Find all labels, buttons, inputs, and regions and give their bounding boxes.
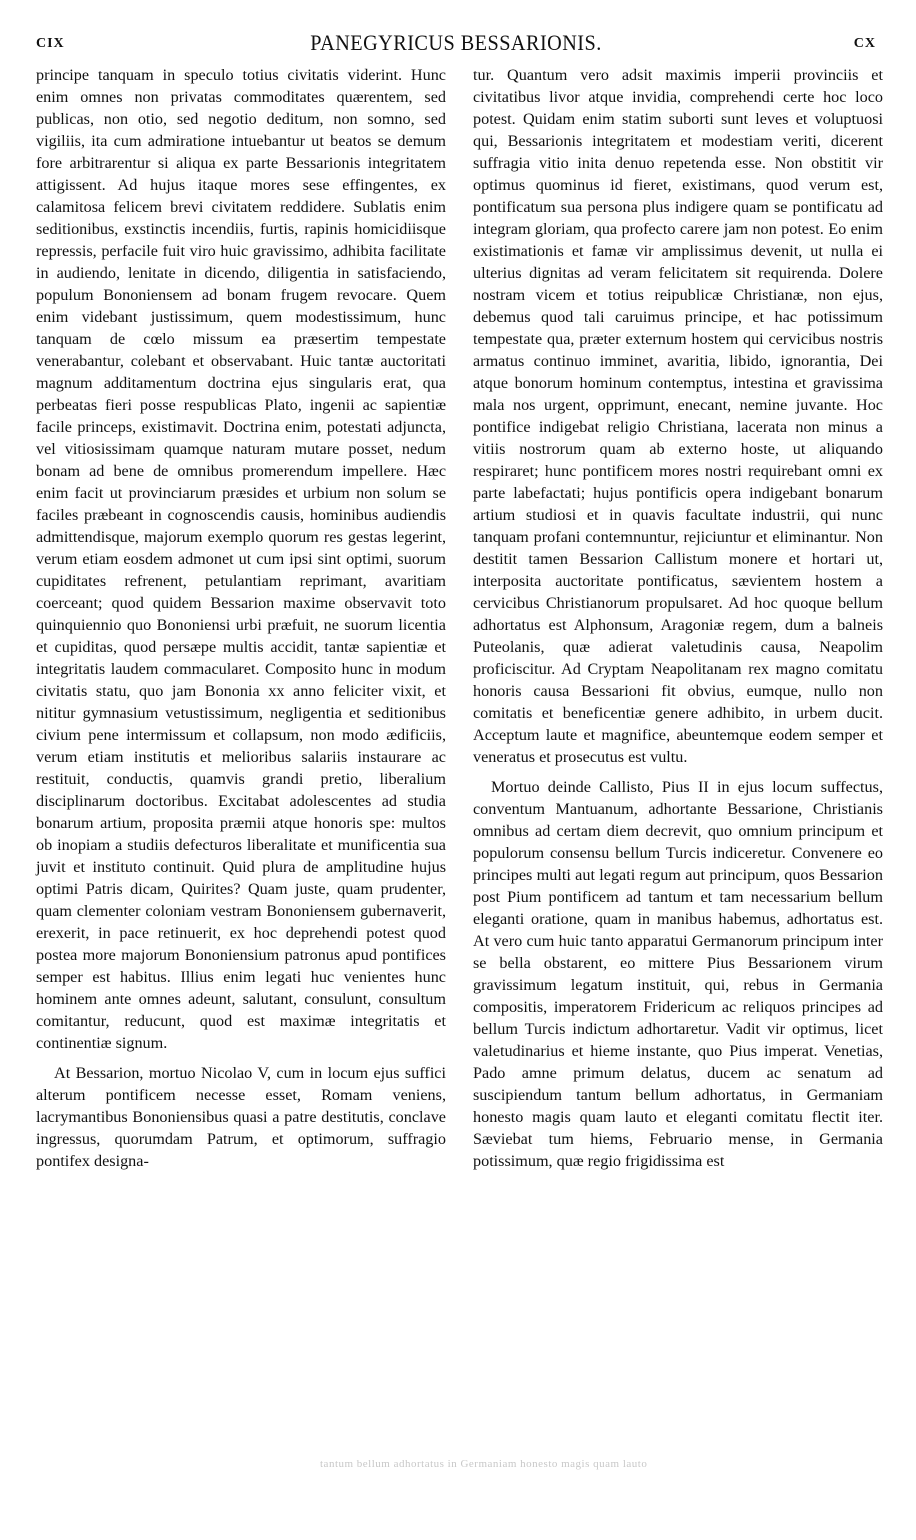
folio-right: CX [853, 36, 876, 51]
right-column [473, 64, 883, 1172]
left-column [36, 64, 446, 1172]
page-header [36, 30, 876, 58]
right-paragraph-2: Mortuo deinde Callisto, Pius II in ejus locum suffectus, conventum Mantuanum, adhortante Bessarione, Christianis omnibus ad certam diem decrevit, quo omnium principum et populorum consensu bellum Turcis indiceretur. Convenere eo principes multi aut legati regum aut principum, quos Bessarion post Pium pontificem ad tantum et tam necessarium bellum eleganti oratione, quam in manibus habemus, adhortatus est. At vero cum huic tanto apparatui Germanorum principum inter se bella obstarent, eo mittere Pius Bessarionem virum gravissimum legatum instituit, qui, rebus in Germania compositis, imperatorem Fridericum ac reliquos principes ad bellum Turcis indictum adhortaretur. Vadit vir optimus, licet valetudinarius et hieme instante, quo Pius imperat. Venetias, Pado amne primum delatus, ducem ac senatum ad suscipiendum tantum bellum adhortatus, in Germaniam honesto magis quam lauto et eleganti comitatu flectit iter. Sæviebat tum hiems, Februario mense, in Germania potissimum, quæ regio frigidissima est [473, 778, 883, 1170]
bleed-through-text: tantum bellum adhortatus in Germaniam honesto magis quam lauto [320, 1458, 648, 1470]
running-title: PANEGYRICUS BESSARIONIS. [310, 30, 602, 55]
left-paragraph-1: principe tanquam in speculo totius civitatis viderint. Hunc enim omnes non privatas commoditates quærentem, sed publicas, non otio, sed negotio deditum, non somno, sed vigiliis, ita cum admiratione intuebantur ut beatos se demum fore arbitrarentur si aliqua ex parte Bessarionis integritatem attigissent. Ad hujus itaque mores sese effingentes, ex calamitosa felicem brevi civitatem reddidere. Sublatis enim seditionibus, exstinctis incendiis, furtis, rapinis homicidiisque repressis, perfacile fuit viro huic gravissimo, adhibita facilitate in audiendo, lenitate in dicendo, diligentia in satisfaciendo, populum Bononiensem ad bonam frugem revocare. Quem enim videbant justissimum, quem modestissimum, hunc tanquam de cœlo missum ea præsertim tempestate venerabantur, colebant et observabant. Huic tantæ auctoritati magnum additamentum doctrina ejus singularis erat, qua perbeatas fieri posse respublicas Plato, ingenii ac sapientiæ facile princeps, existimavit. Doctrina enim, potestati adjuncta, vel vitiosissimam quamque naturam mutare posset, nedum bonam ad bene de omnibus promerendum impellere. Hæc enim facit ut provinciarum præsides et urbium non solum se faciles præbeant in cognoscendis causis, hominibus audiendis admittendisque, majorum exemplo quorum res gestas legerint, verum etiam eosdem admonet ut cum ipsi sint optimi, suorum cupiditates refrenent, petulantiam reprimant, avaritiam coerceant; quod quidem Bessarion maxime observavit toto quinquiennio quo Bononiensi urbi præfuit, ne suorum licentia et cupiditas, quod persæpe multis accidit, tantæ sapientiæ et integritatis laudem commacularet. Composito hunc in modum civitatis statu, quo jam Bononia xx anno feliciter vixit, et nititur gymnasium vetustissimum, negligentia et seditionibus civium pene intermissum et collapsum, non modo ædificiis, verum etiam institutis et melioribus salariis instaurare ac restituit, conductis, quamvis grandi pretio, liberalium disciplinarum doctoribus. Excitabat adolescentes ad studia bonarum artium, proposita præmii atque honoris spe: multos ob inopiam a studiis defecturos liberalitate et munificentia sua juvit et instituto continuit. Quid plura de amplitudine hujus optimi Patris dicam, Quirites? Quam juste, quam prudenter, quam clementer coloniam vestram Bononiensem gubernaverit, erexerit, in pace retinuerit, ex hoc deprehendi potest quod postea more majorum Bononiensium patronus apud pontifices semper est habitus. Illius enim legati huc venientes hunc hominem ante omnes adeunt, salutant, consulunt, consultum comitantur, reducunt, quod est maximæ integritatis et continentiæ signum. [36, 66, 446, 1052]
left-paragraph-2: At Bessarion, mortuo Nicolao V, cum in locum ejus suffici alterum pontificem necesse esset, Romam veniens, lacrymantibus Bononiensibus quasi a patre destitutis, conclave ingressus, quorumdam Patrum, et optimorum, suffragio pontifex designa- [36, 1064, 446, 1170]
right-paragraph-1: tur. Quantum vero adsit maximis imperii provinciis et civitatibus livor atque invidia, comprehendi certe hoc loco potest. Quidam enim statim suborti sunt leves et voluptuosi qui, Bessarionis integritatem et modestiam veriti, dicerent suffragia vitio inita denuo repetenda esse. Non obstitit vir optimus quominus id fieret, existimans, quod verum est, pontificatum sua persona plus indigere quam se pontificatu ad integram gloriam, qua profecto carere jam non potest. Eo enim existimationis et famæ vir amplissimus devenit, ut nulla ei ulterius dignitas ad veram felicitatem sit requirenda. Dolere nostram vicem et totius reipublicæ Christianæ, non ejus, debemus quod tali caruimus principe, et hac potissimum tempestate qua, præter externum hostem qui cervicibus nostris armatus continuo imminet, avaritia, libido, ignorantia, Dei atque bonorum hominum contemptus, intestina et gravissima mala nos urgent, opprimunt, enecant, nemine juvante. Hoc pontifice indigebat religio Christiana, lacerata non minus a vitiis nostrorum quam ab externo hoste, ut aliquando respiraret; hunc pontificem mores nostri requirebant omni ex parte labefactati; hujus pontificis opera indigebant bonarum artium studiosi et in quavis facultate industrii, qui nunc tanquam profani contemnuntur, rejiciuntur et eliminantur. Non destitit tamen Bessarion Callistum monere et hortari ut, interposita auctoritate pontificatus, sævientem hostem a cervicibus Christianorum propulsaret. Ad hoc quoque bellum adhortatus est Alphonsum, Aragoniæ regem, dum a balneis Puteolanis, quæ adierat valetudinis causa, Neapolim proficiscitur. Ad Cryptam Neapolitanam rex magno comitatu honoris causa Bessarioni fit obvius, eumque, nullo non comitatis et beneficentiæ genere adhibito, in urbem ducit. Acceptum laute et magnifice, abeuntemque eodem semper et veneratus et prosecutus est vultu. [473, 66, 883, 766]
folio-left: CIX [36, 36, 65, 51]
